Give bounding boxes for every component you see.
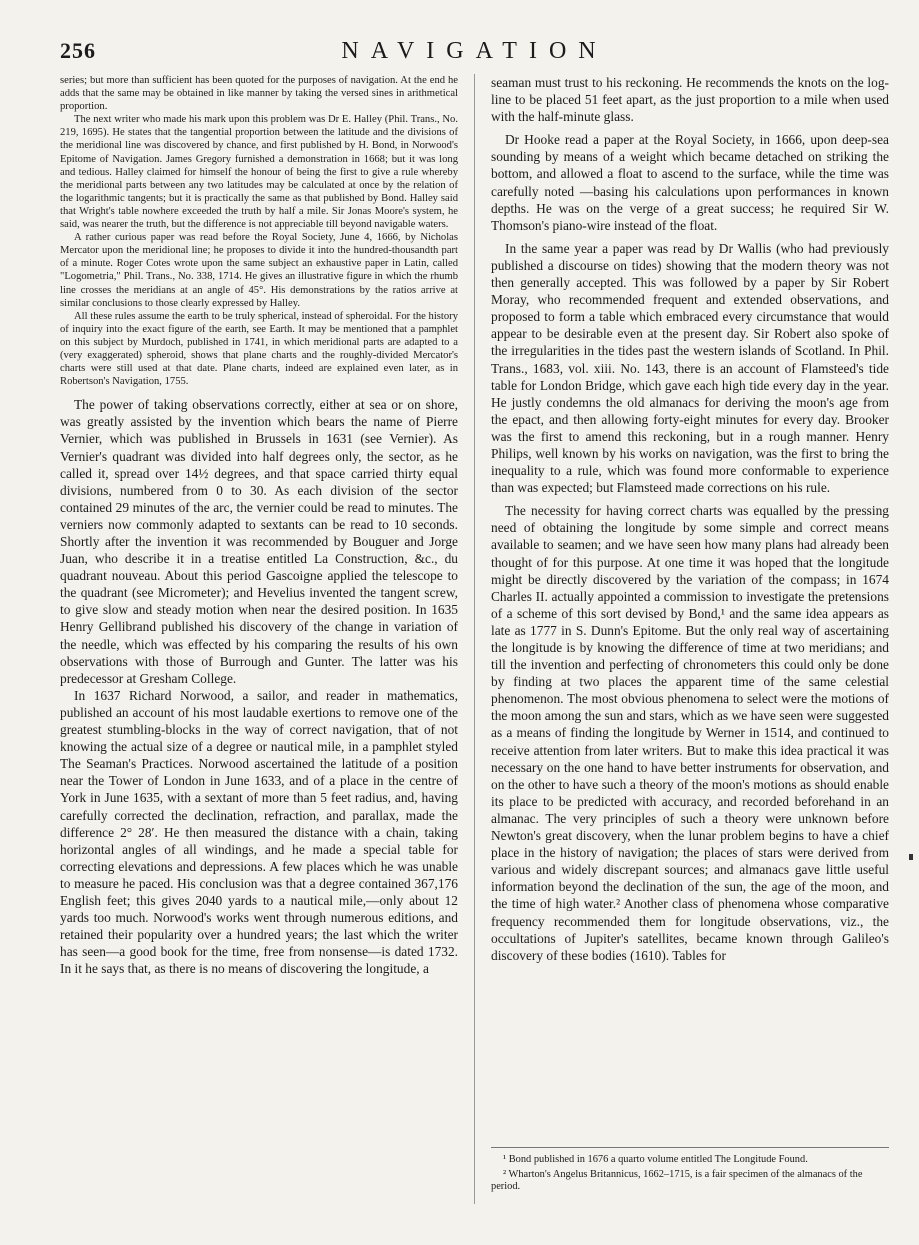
main-text-section	[491, 74, 889, 964]
paragraph: All these rules assume the earth to be truly spherical, instead of spheroidal. For the history of inquiry into the exact figure of the earth, see Earth. It may be mentioned that a pamphlet on this subject by Murdoch, published in 1741, in which meridional parts are adapted to a (very exaggerated) spheroid, shows that plane charts and the roughly-divided Mercator's charts were still used at that date. Plane charts, indeed are explained even later, as in Robertson's Navigation, 1755.	[60, 310, 458, 388]
paragraph: Dr Hooke read a paper at the Royal Society, in 1666, upon deep-sea sounding by means of a weight which became detached on striking the bottom, and allowed a float to ascend to the surface, while the time was carefully noted —basing his calculations upon performances in known depths. He was on the verge of a great success; he required Sir W. Thomson's piano-wire instead of the float.	[491, 132, 889, 233]
column-divider	[474, 74, 475, 1204]
paragraph: In the same year a paper was read by Dr Wallis (who had previously published a discourse on tides) showing that the modern theory was not then generally accepted. This was followed by a paper by Sir Robert Moray, who recommended frequent and extended observations, and proposed to form a table which embraced every circumstance that would appear to be desirable even at the present day. Sir Robert also spoke of the irregularities in the tides past the western islands of Scotland. In Phil. Trans., 1683, vol. xiii. No. 143, there is an account of Flamsteed's tide table for London Bridge, which gave each high tide every day in the year. He justly condemns the old almanacs for deriving the moon's age from the epact, and then allowing forty-eight minutes for every day. Brooker was the first to amend this reckoning, but in a rough manner. Henry Philips, well known by his works on navigation, was the first to bring the inequality to a rule, which was found more conformable to experience than was expected; but Flamsteed made corrections on his rule.	[491, 240, 889, 496]
main-text-section	[60, 396, 458, 977]
paragraph: The necessity for having correct charts was equalled by the pressing need of obtaining the longitude by some simple and correct means available to seamen; and we have seen how many plans had already been thought of for this purpose. At one time it was hoped that the longitude might be directly discovered by the variation of the compass; in 1674 Charles II. actually appointed a commission to investigate the pretensions of a scheme of this sort devised by Bond,¹ and the same idea appears as late as 1777 in S. Dunn's Epitome. But the only real way of ascertaining the longitude is by knowing the difference of time at two meridians; and till the invention and perfecting of chronometers this could only be done by finding at two places the apparent time of the same celestial phenomenon. The most obvious phenomena to select were the motions of the moon among the sun and stars, which as we have seen were suggested as a means of finding the longitude by Werner in 1514, and continued to receive attention from later writers. But to make this idea practical it was necessary on the one hand to have better instruments for observation, and on the other to have such a theory of the moon's motions as should enable its place to be predicted with accuracy, and recorded beforehand in an almanac. The very principles of such a theory were unknown before Newton's great discovery, when the lunar problem begins to have a chief place in the history of navigation; the places of stars were derived from various and widely discrepant sources; and almanacs gave little useful information beyond the declination of the sun, the age of the moon, and the time of high water.² Another class of phenomena whose comparative frequency recommended them for longitude observations, viz., the occultations of Jupiter's satellites, became known through Galileo's discovery of these bodies (1610). Tables for	[491, 503, 889, 963]
paragraph: In 1637 Richard Norwood, a sailor, and reader in mathematics, published an account of his most laudable exertions to remove one of the greatest stumbling-blocks in the way of correct navigation, that of not knowing the actual size of a degree or nautical mile, in a pamphlet styled The Seaman's Practices. Norwood ascertained the latitude of a position near the Tower of London in June 1633, and of a place in the centre of York in June 1635, with a sextant of more than 5 feet radius, and, having carefully corrected the declination, refraction, and parallax, made the difference 2° 28′. He then measured the distance with a chain, taking horizontal angles of all windings, and he made a special table for correcting elevations and depressions. A few places which he was unable to measure he paced. His conclusion was that a degree contained 367,176 English feet; this gives 2040 yards to a nautical mile,—only about 12 yards too much. Norwood's works went through numerous editions, and retained their popularity over a hundred years; the last which the writer has seen—a good book for the time, free from nonsense—is dated 1732. In it he says that, as there is no means of discovering the longitude, a	[60, 687, 458, 977]
text-columns	[60, 74, 889, 1234]
page-header	[60, 38, 889, 74]
page-number: 256	[60, 38, 96, 63]
running-title: NAVIGATION	[341, 38, 608, 64]
paragraph: The next writer who made his mark upon this problem was Dr E. Halley (Phil. Trans., No. 219, 1695). He states that the tangential proportion between the latitude and the divisions of the meridional line was discovered by chance, and first published by H. Bond, in Norwood's Epitome of Navigation. James Gregory furnished a demonstration in 1668; but it was long and tedious. Halley claimed for himself the honour of being the first to give a rule whereby the meridional parts between any two latitudes may be calculated at once by the relation of the logarithmic tangents; but it is practically the same as that published by Bond. Halley said that Wright's table nowhere exceeded the truth by half a mile. Sir Jonas Moore's system, he said, was nearer the truth, but the difference is not appreciable till beyond navigable waters.	[60, 114, 458, 231]
paragraph: A rather curious paper was read before the Royal Society, June 4, 1666, by Nicholas Mercator upon the meridional line; he proposes to divide it into the hundred-thousandth part of a minute. Roger Cotes wrote upon the same subject an exhaustive paper in Latin, called "Logometria," Phil. Trans., No. 338, 1714. He gives an illustrative figure in which the rhumb line crosses the meridians at an angle of 45°. His demonstrations by the ratios arrive at similar conclusions to those clearly expressed by Halley.	[60, 232, 458, 309]
paragraph: The power of taking observations correctly, either at sea or on shore, was greatly assisted by the invention which bears the name of Pierre Vernier, which was published in Brussels in 1631 (see Vernier). As Vernier's quadrant was divided into half degrees only, the sector, as he called it, spread over 14½ degrees, and that space carried thirty equal divisions, numbered from 0 to 30. As each division of the sector contained 29 minutes of the arc, the vernier could be read to minutes. The verniers now commonly adapted to sextants can be read to 10 seconds. Shortly after the invention it was recommended by Bouguer and Jorge Juan, who describe it in a treatise entitled La Construction, &c., du quadrant nouveau. About this period Gascoigne applied the telescope to the quadrant (see Micrometer); and Hevelius invented the tangent screw, to give slow and steady motion when near the desired position. In 1635 Henry Gellibrand published his discovery of the change in variation of the needle, which was effected by his comparing the results of his own observations with those of Burrough and Gunter. The latter was his predecessor at Gresham College.	[60, 397, 458, 686]
footnotes	[491, 1147, 889, 1196]
footnote: ² Wharton's Angelus Britannicus, 1662–1715, is a fair specimen of the almanacs of the period.	[491, 1168, 863, 1193]
small-print-section	[60, 74, 458, 388]
right-column	[491, 74, 889, 1234]
page-edge-mark	[909, 854, 913, 860]
left-column	[60, 74, 458, 1234]
paragraph: seaman must trust to his reckoning. He recommends the knots on the log-line to be placed 51 feet apart, as the just proportion to a mile when used with the half-minute glass.	[491, 75, 889, 125]
footnote: ¹ Bond published in 1676 a quarto volume entitled The Longitude Found.	[503, 1154, 808, 1166]
paragraph: series; but more than sufficient has been quoted for the purposes of navigation. At the end he adds that the same may be obtained in like manner by taking the versed sines in arithmetical proportion.	[60, 75, 458, 113]
